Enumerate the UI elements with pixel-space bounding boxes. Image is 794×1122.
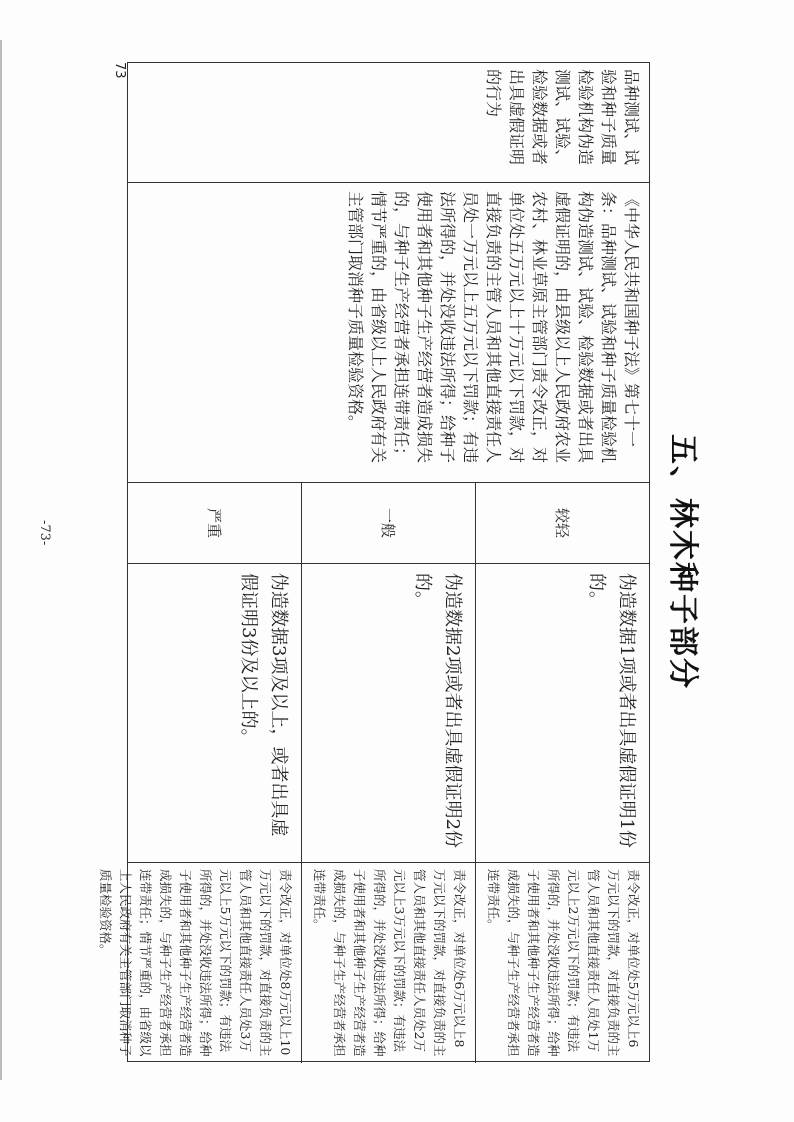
circumstance-text: 伪造数据2项或者出具虚假证明2份的。 <box>302 563 474 863</box>
page-footer-number: -73- <box>37 520 52 546</box>
case-row-light <box>476 483 649 1063</box>
circumstance-text: 伪造数据1项或者出具虚假证明1份的。 <box>476 563 649 863</box>
case-row-serious <box>98 483 302 1063</box>
circumstance-text: 伪造数据3项及以上，或者出具虚假证明3份及以上的。 <box>128 563 301 863</box>
violation-item-cell <box>128 63 649 183</box>
scan-edge-line <box>0 40 2 1080</box>
level-label: 严重 <box>128 483 301 564</box>
section-title: 五、林木种子部分 <box>665 434 700 690</box>
penalty-text: 责令改正，对单位处8万元以上10万元以下的罚款，对直接负责的主管人员和其他直接责任人员处3万元以上5万元以下的罚款；有违法所得的，并处没收违法所得；给种子使用者和其他种子生产经营者造成损失的，与种子生产经营者承担连带责任；情节严重的，由省级以上人民政府有关主管部门取消种子质量检验资格。 <box>98 869 294 1057</box>
rotated-table-area <box>98 62 712 1062</box>
level-label: 较轻 <box>476 483 649 564</box>
case-row-general <box>302 483 475 1063</box>
legal-basis-text: 《中华人民共和国种子法》第七十一条：品种测试、试验和种子质量检验机构伪造测试、试验、检验数据或者出具虚假证明的，由县级以上人民政府农业农村、林业草原主管部门责令改正，对单位处五万元以上十万元以下罚款，对直接负责的主管人员和其他直接责任人员处一万元以上五万元以下罚款；有违法所得的，并处没收违法所得；给种子使用者和其他种子生产经营者造成损失的，与种子生产经营者承担连带责任；情节严重的，由省级以上人民政府有关主管部门取消种子质量检验资格。 <box>346 191 641 464</box>
page-number-top: 73 <box>112 62 127 79</box>
legal-basis-cell <box>128 183 649 483</box>
penalty-text: 责令改正，对单位处5万元以上6万元以下的罚款，对直接负责的主管人员和其他直接责任人员处1万元以上2万元以下的罚款；有违法所得的，并处没收违法所得；给种子使用者和其他种子生产经营者造成损失的，与种子生产经营者承担连带责任。 <box>486 869 641 1057</box>
level-label: 一般 <box>302 483 474 564</box>
violation-item-text: 品种测试、试验和种子质量检验机构伪造测试、试验、检验数据或者出具虚假证明的行为 <box>484 69 641 166</box>
penalty-text: 责令改正，对单位处6万元以上8万元以下的罚款，对直接负责的主管人员和其他直接责任人员处2万元以上3万元以下的罚款；有违法所得的，并处没收违法所得；给种子使用者和其他种子生产经营者造成损失的，与种子生产经营者承担连带责任。 <box>311 869 467 1057</box>
